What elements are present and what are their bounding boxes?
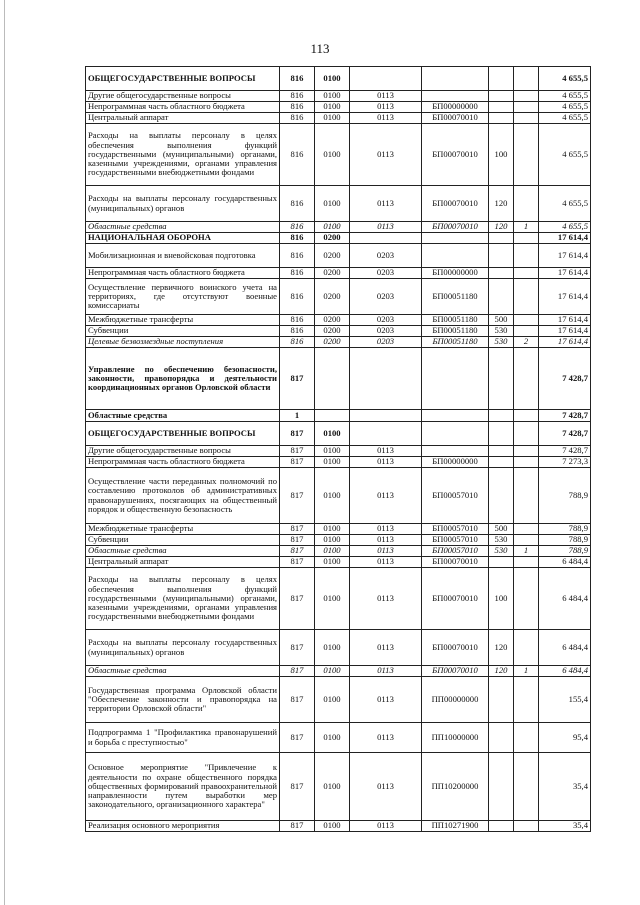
subsection-code: 0203 (350, 279, 422, 315)
table-row (86, 630, 591, 666)
expense-type-code: 120 (489, 186, 514, 222)
subsection-code (350, 67, 422, 91)
row-name: Реализация основного мероприятия (86, 821, 280, 832)
target-article-code: ПП10200000 (422, 753, 489, 821)
expense-type-code: 100 (489, 124, 514, 186)
section-code (315, 410, 350, 422)
subsection-code: 0113 (350, 821, 422, 832)
section-code: 0100 (315, 568, 350, 630)
section-code (315, 348, 350, 410)
row-name: Другие общегосударственные вопросы (86, 446, 280, 457)
ved-code: 817 (280, 446, 315, 457)
amount: 4 655,5 (539, 91, 591, 102)
row-name: НАЦИОНАЛЬНАЯ ОБОРОНА (86, 233, 280, 244)
ved-code: 817 (280, 524, 315, 535)
amount: 17 614,4 (539, 233, 591, 244)
section-code: 0100 (315, 677, 350, 723)
row-name: Управление по обеспечению безопасности, законности, правопорядка и деятельности координационных органов Орловской области (86, 348, 280, 410)
target-article-code: БП00051180 (422, 326, 489, 337)
section-code: 0100 (315, 557, 350, 568)
row-name: Непрограммная часть областного бюджета (86, 102, 280, 113)
target-article-code: БП00051180 (422, 315, 489, 326)
ved-code: 817 (280, 753, 315, 821)
expense-type-code (489, 348, 514, 410)
expense-type-code (489, 468, 514, 524)
expense-type-code: 530 (489, 337, 514, 348)
amount: 6 484,4 (539, 630, 591, 666)
target-article-code: БП00000000 (422, 102, 489, 113)
section-code: 0100 (315, 524, 350, 535)
row-name: Целевые безвозмездные поступления (86, 337, 280, 348)
table-row (86, 102, 591, 113)
section-code: 0100 (315, 124, 350, 186)
amount: 788,9 (539, 535, 591, 546)
funding-source-code (514, 821, 539, 832)
table-row (86, 422, 591, 446)
row-name: Подпрограмма 1 "Профилактика правонарушений и борьба с преступностью" (86, 723, 280, 753)
funding-source-code: 1 (514, 666, 539, 677)
amount: 7 428,7 (539, 410, 591, 422)
row-name: Областные средства (86, 222, 280, 233)
amount: 4 655,5 (539, 222, 591, 233)
expense-type-code (489, 102, 514, 113)
row-name: Центральный аппарат (86, 557, 280, 568)
table-row (86, 279, 591, 315)
ved-code: 816 (280, 279, 315, 315)
funding-source-code (514, 557, 539, 568)
ved-code: 816 (280, 91, 315, 102)
table-row (86, 67, 591, 91)
expense-type-code: 120 (489, 666, 514, 677)
target-article-code (422, 446, 489, 457)
subsection-code: 0113 (350, 557, 422, 568)
section-code: 0100 (315, 222, 350, 233)
budget-table (85, 66, 591, 832)
funding-source-code (514, 67, 539, 91)
funding-source-code (514, 457, 539, 468)
subsection-code: 0203 (350, 337, 422, 348)
target-article-code: БП00057010 (422, 546, 489, 557)
amount: 788,9 (539, 468, 591, 524)
amount: 6 484,4 (539, 568, 591, 630)
expense-type-code (489, 753, 514, 821)
table-row (86, 113, 591, 124)
ved-code: 816 (280, 113, 315, 124)
row-name: Межбюджетные трансферты (86, 524, 280, 535)
target-article-code: БП00070010 (422, 568, 489, 630)
page-number: 113 (310, 41, 330, 56)
expense-type-code: 500 (489, 315, 514, 326)
section-code: 0100 (315, 91, 350, 102)
funding-source-code (514, 244, 539, 268)
expense-type-code: 530 (489, 535, 514, 546)
table-row (86, 268, 591, 279)
target-article-code (422, 233, 489, 244)
funding-source-code: 1 (514, 222, 539, 233)
target-article-code: БП00051180 (422, 337, 489, 348)
amount: 4 655,5 (539, 186, 591, 222)
target-article-code (422, 91, 489, 102)
funding-source-code: 1 (514, 546, 539, 557)
row-name: Осуществление части переданных полномочий по составлению протоколов об административных правонарушениях, посягающих на общественный порядок и общественную безопасность (86, 468, 280, 524)
funding-source-code (514, 524, 539, 535)
section-code: 0100 (315, 457, 350, 468)
ved-code: 816 (280, 326, 315, 337)
expense-type-code (489, 268, 514, 279)
amount: 35,4 (539, 821, 591, 832)
row-name: Субвенции (86, 326, 280, 337)
subsection-code (350, 233, 422, 244)
target-article-code: БП00070010 (422, 186, 489, 222)
subsection-code: 0203 (350, 244, 422, 268)
funding-source-code (514, 753, 539, 821)
funding-source-code (514, 268, 539, 279)
table-row (86, 337, 591, 348)
expense-type-code: 530 (489, 326, 514, 337)
ved-code: 816 (280, 233, 315, 244)
binder-edge-line (4, 0, 5, 905)
funding-source-code (514, 326, 539, 337)
table-row (86, 222, 591, 233)
target-article-code: ПП10000000 (422, 723, 489, 753)
ved-code: 817 (280, 666, 315, 677)
subsection-code: 0203 (350, 315, 422, 326)
budget-table-body (86, 67, 591, 832)
row-name: Центральный аппарат (86, 113, 280, 124)
ved-code: 816 (280, 337, 315, 348)
amount: 788,9 (539, 546, 591, 557)
section-code: 0200 (315, 244, 350, 268)
amount: 6 484,4 (539, 557, 591, 568)
funding-source-code (514, 233, 539, 244)
section-code: 0100 (315, 67, 350, 91)
table-row (86, 524, 591, 535)
expense-type-code (489, 410, 514, 422)
ved-code: 816 (280, 186, 315, 222)
table-row (86, 326, 591, 337)
table-row (86, 535, 591, 546)
expense-type-code (489, 279, 514, 315)
funding-source-code (514, 124, 539, 186)
section-code: 0100 (315, 468, 350, 524)
target-article-code: ПП00000000 (422, 677, 489, 723)
amount: 155,4 (539, 677, 591, 723)
target-article-code (422, 348, 489, 410)
amount: 35,4 (539, 753, 591, 821)
expense-type-code (489, 233, 514, 244)
ved-code: 817 (280, 568, 315, 630)
section-code: 0200 (315, 326, 350, 337)
row-name: ОБЩЕГОСУДАРСТВЕННЫЕ ВОПРОСЫ (86, 67, 280, 91)
row-name: Непрограммная часть областного бюджета (86, 268, 280, 279)
row-name: Мобилизационная и вневойсковая подготовка (86, 244, 280, 268)
ved-code: 817 (280, 723, 315, 753)
funding-source-code (514, 113, 539, 124)
funding-source-code (514, 186, 539, 222)
funding-source-code (514, 535, 539, 546)
section-code: 0100 (315, 102, 350, 113)
subsection-code: 0203 (350, 326, 422, 337)
table-row (86, 821, 591, 832)
row-name: Расходы на выплаты персоналу государственных (муниципальных) органов (86, 186, 280, 222)
expense-type-code (489, 557, 514, 568)
subsection-code: 0113 (350, 468, 422, 524)
target-article-code: БП00000000 (422, 268, 489, 279)
section-code: 0100 (315, 821, 350, 832)
ved-code: 816 (280, 124, 315, 186)
row-name: Межбюджетные трансферты (86, 315, 280, 326)
expense-type-code: 500 (489, 524, 514, 535)
section-code: 0100 (315, 546, 350, 557)
table-row (86, 233, 591, 244)
table-row (86, 410, 591, 422)
expense-type-code (489, 821, 514, 832)
table-row (86, 546, 591, 557)
ved-code: 817 (280, 557, 315, 568)
table-row (86, 315, 591, 326)
amount: 7 428,7 (539, 348, 591, 410)
ved-code: 817 (280, 468, 315, 524)
funding-source-code (514, 677, 539, 723)
subsection-code: 0203 (350, 268, 422, 279)
row-name: Другие общегосударственные вопросы (86, 91, 280, 102)
row-name: Субвенции (86, 535, 280, 546)
funding-source-code (514, 568, 539, 630)
expense-type-code (489, 244, 514, 268)
expense-type-code (489, 67, 514, 91)
funding-source-code (514, 630, 539, 666)
ved-code: 816 (280, 268, 315, 279)
table-row (86, 677, 591, 723)
row-name: Расходы на выплаты персоналу в целях обеспечения выполнения функций государственными (муниципальными) органами, казенными учреждениями, органами управления государственными внебюджетными фондами (86, 124, 280, 186)
target-article-code: БП00070010 (422, 113, 489, 124)
subsection-code: 0113 (350, 457, 422, 468)
subsection-code: 0113 (350, 186, 422, 222)
subsection-code: 0113 (350, 524, 422, 535)
section-code: 0100 (315, 113, 350, 124)
table-row (86, 446, 591, 457)
funding-source-code (514, 315, 539, 326)
ved-code: 817 (280, 348, 315, 410)
subsection-code: 0113 (350, 568, 422, 630)
target-article-code: БП00070010 (422, 124, 489, 186)
row-name: Расходы на выплаты персоналу в целях обеспечения выполнения функций государственными (муниципальными) органами, казенными учреждениями, органами управления государственными внебюджетными фондами (86, 568, 280, 630)
expense-type-code (489, 113, 514, 124)
row-name: Областные средства (86, 666, 280, 677)
subsection-code: 0113 (350, 630, 422, 666)
expense-type-code (489, 91, 514, 102)
section-code: 0100 (315, 753, 350, 821)
expense-type-code: 120 (489, 222, 514, 233)
ved-code: 817 (280, 821, 315, 832)
table-row (86, 666, 591, 677)
funding-source-code (514, 348, 539, 410)
target-article-code: ПП10271900 (422, 821, 489, 832)
subsection-code: 0113 (350, 677, 422, 723)
target-article-code: БП00070010 (422, 630, 489, 666)
table-row (86, 124, 591, 186)
funding-source-code (514, 410, 539, 422)
amount: 17 614,4 (539, 268, 591, 279)
row-name: Государственная программа Орловской области "Обеспечение законности и правопорядка на территории Орловской области" (86, 677, 280, 723)
row-name: Непрограммная часть областного бюджета (86, 457, 280, 468)
subsection-code: 0113 (350, 102, 422, 113)
ved-code: 817 (280, 535, 315, 546)
amount: 7 428,7 (539, 422, 591, 446)
row-name: ОБЩЕГОСУДАРСТВЕННЫЕ ВОПРОСЫ (86, 422, 280, 446)
funding-source-code (514, 468, 539, 524)
subsection-code: 0113 (350, 113, 422, 124)
target-article-code: БП00070010 (422, 557, 489, 568)
amount: 17 614,4 (539, 279, 591, 315)
amount: 95,4 (539, 723, 591, 753)
table-row (86, 91, 591, 102)
section-code: 0100 (315, 446, 350, 457)
expense-type-code: 120 (489, 630, 514, 666)
ved-code: 817 (280, 457, 315, 468)
subsection-code (350, 348, 422, 410)
subsection-code: 0113 (350, 546, 422, 557)
target-article-code: БП00057010 (422, 468, 489, 524)
row-name: Осуществление первичного воинского учета на территориях, где отсутствуют военные комиссариаты (86, 279, 280, 315)
ved-code: 1 (280, 410, 315, 422)
subsection-code (350, 410, 422, 422)
table-row (86, 468, 591, 524)
target-article-code (422, 244, 489, 268)
target-article-code: БП00051180 (422, 279, 489, 315)
expense-type-code (489, 677, 514, 723)
funding-source-code (514, 102, 539, 113)
amount: 4 655,5 (539, 67, 591, 91)
section-code: 0200 (315, 268, 350, 279)
expense-type-code: 100 (489, 568, 514, 630)
section-code: 0100 (315, 186, 350, 222)
ved-code: 816 (280, 222, 315, 233)
amount: 17 614,4 (539, 244, 591, 268)
subsection-code: 0113 (350, 446, 422, 457)
ved-code: 816 (280, 67, 315, 91)
amount: 788,9 (539, 524, 591, 535)
section-code: 0200 (315, 337, 350, 348)
ved-code: 816 (280, 244, 315, 268)
target-article-code: БП00000000 (422, 457, 489, 468)
target-article-code: БП00057010 (422, 535, 489, 546)
expense-type-code (489, 422, 514, 446)
expense-type-code (489, 457, 514, 468)
subsection-code (350, 422, 422, 446)
expense-type-code: 530 (489, 546, 514, 557)
table-row (86, 348, 591, 410)
amount: 17 614,4 (539, 326, 591, 337)
target-article-code: БП00070010 (422, 222, 489, 233)
amount: 17 614,4 (539, 315, 591, 326)
section-code: 0100 (315, 666, 350, 677)
ved-code: 817 (280, 677, 315, 723)
funding-source-code: 2 (514, 337, 539, 348)
ved-code: 816 (280, 102, 315, 113)
ved-code: 817 (280, 422, 315, 446)
section-code: 0200 (315, 279, 350, 315)
section-code: 0200 (315, 315, 350, 326)
subsection-code: 0113 (350, 535, 422, 546)
ved-code: 817 (280, 630, 315, 666)
table-row (86, 244, 591, 268)
section-code: 0100 (315, 630, 350, 666)
row-name: Расходы на выплаты персоналу государственных (муниципальных) органов (86, 630, 280, 666)
funding-source-code (514, 91, 539, 102)
subsection-code: 0113 (350, 124, 422, 186)
amount: 4 655,5 (539, 124, 591, 186)
table-row (86, 753, 591, 821)
amount: 6 484,4 (539, 666, 591, 677)
row-name: Основное мероприятие "Привлечение к деятельности по охране общественного порядка общественных формирований правоохранительной направленности путем выработки мер законодательного, организационного характера" (86, 753, 280, 821)
target-article-code (422, 422, 489, 446)
expense-type-code (489, 723, 514, 753)
row-name: Областные средства (86, 410, 280, 422)
table-row (86, 568, 591, 630)
subsection-code: 0113 (350, 222, 422, 233)
section-code: 0200 (315, 233, 350, 244)
target-article-code: БП00057010 (422, 524, 489, 535)
funding-source-code (514, 446, 539, 457)
table-row (86, 557, 591, 568)
funding-source-code (514, 279, 539, 315)
table-row (86, 186, 591, 222)
amount: 7 428,7 (539, 446, 591, 457)
amount: 4 655,5 (539, 102, 591, 113)
expense-type-code (489, 446, 514, 457)
subsection-code: 0113 (350, 753, 422, 821)
amount: 17 614,4 (539, 337, 591, 348)
target-article-code (422, 67, 489, 91)
row-name: Областные средства (86, 546, 280, 557)
target-article-code (422, 410, 489, 422)
funding-source-code (514, 422, 539, 446)
section-code: 0100 (315, 422, 350, 446)
subsection-code: 0113 (350, 666, 422, 677)
amount: 7 273,3 (539, 457, 591, 468)
subsection-code: 0113 (350, 723, 422, 753)
table-row (86, 457, 591, 468)
table-row (86, 723, 591, 753)
section-code: 0100 (315, 723, 350, 753)
target-article-code: БП00070010 (422, 666, 489, 677)
ved-code: 817 (280, 546, 315, 557)
section-code: 0100 (315, 535, 350, 546)
subsection-code: 0113 (350, 91, 422, 102)
ved-code: 816 (280, 315, 315, 326)
funding-source-code (514, 723, 539, 753)
amount: 4 655,5 (539, 113, 591, 124)
